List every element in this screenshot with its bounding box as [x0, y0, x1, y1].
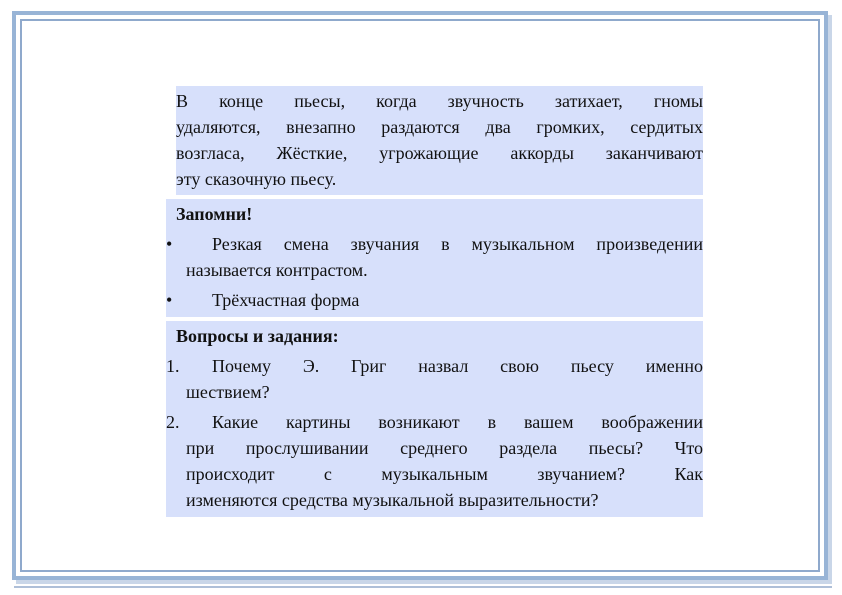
frame-shadow-bottom: [16, 580, 832, 584]
paragraph-line: В конце пьесы, когда звучность затихает, гномы: [176, 91, 703, 111]
question-number: 1.: [166, 356, 180, 376]
remember-item-line: Резкая смена звучания в музыкальном произведении: [212, 234, 703, 254]
bullet-marker: •: [166, 234, 173, 254]
remember-heading: Запомни!: [176, 204, 253, 224]
remember-item-line: называется контрастом.: [186, 260, 368, 280]
remember-block: [166, 199, 703, 317]
remember-item-line: Трёхчастная форма: [212, 290, 360, 310]
slide-content: [166, 86, 703, 521]
question-line: Какие картины возникают в вашем воображении: [212, 412, 703, 432]
question-item: [166, 409, 703, 513]
question-line: при прослушивании среднего раздела пьесы? Что: [186, 438, 703, 458]
question-line: изменяются средства музыкальной выразительности?: [186, 490, 599, 510]
question-line: шествием?: [186, 382, 270, 402]
question-item: [166, 353, 703, 405]
question-line: происходит с музыкальным звучанием? Как: [186, 464, 703, 484]
frame-shadow-right: [828, 15, 832, 584]
bullet-marker: •: [166, 290, 173, 310]
paragraph-line: возгласа, Жёсткие, угрожающие аккорды заканчивают: [176, 143, 703, 163]
questions-heading: Вопросы и задания:: [176, 326, 339, 346]
question-number: 2.: [166, 412, 180, 432]
paragraph-line: удаляются, внезапно раздаются два громких, сердитых: [176, 117, 703, 137]
remember-item: [166, 287, 703, 313]
questions-block: [166, 321, 703, 517]
paragraph-line: эту сказочную пьесу.: [176, 169, 337, 189]
question-line: Почему Э. Григ назвал свою пьесу именно: [212, 356, 703, 376]
intro-paragraph-block: [176, 86, 703, 195]
remember-item: [166, 231, 703, 283]
frame-shadow-bottom-line: [14, 586, 832, 588]
